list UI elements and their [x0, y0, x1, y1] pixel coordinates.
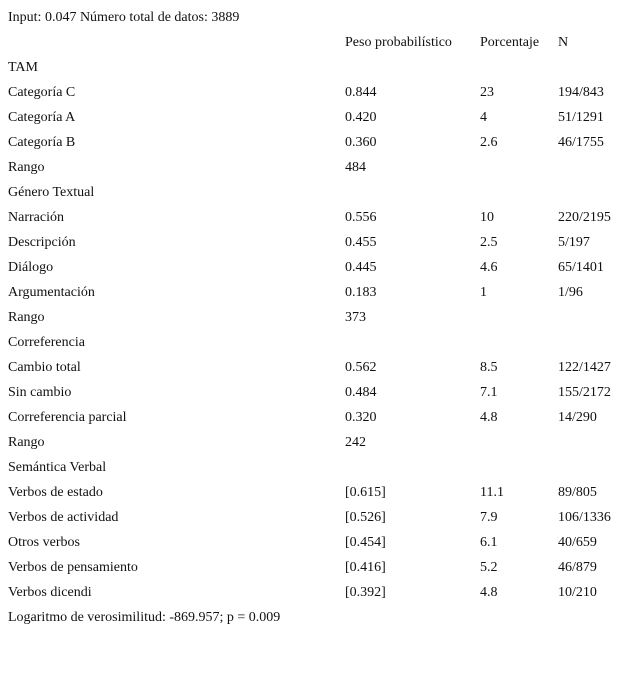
factor-label: Categoría A	[8, 110, 76, 125]
factor-label: Categoría B	[8, 135, 76, 150]
factor-label: Verbos de actividad	[8, 510, 119, 525]
table-row	[0, 380, 636, 405]
percentage: 2.5	[480, 235, 498, 250]
factor-label: Narración	[8, 210, 64, 225]
factor-label: Verbos dicendi	[8, 585, 92, 600]
n-count: 89/805	[558, 485, 597, 500]
group-title: Género Textual	[8, 185, 95, 200]
n-count: 51/1291	[558, 110, 604, 125]
footer-line	[0, 605, 636, 630]
probabilistic-weight: [0.416]	[345, 560, 386, 575]
n-count: 46/1755	[558, 135, 604, 150]
header-percent: Porcentaje	[480, 35, 540, 50]
factor-label: Verbos de estado	[8, 485, 103, 500]
header-weight: Peso probabilístico	[345, 35, 452, 50]
probabilistic-weight: [0.615]	[345, 485, 386, 500]
range-row	[0, 430, 636, 455]
probabilistic-weight: 0.420	[345, 110, 377, 125]
factor-label: Sin cambio	[8, 385, 72, 400]
n-count: 14/290	[558, 410, 597, 425]
percentage: 7.1	[480, 385, 498, 400]
range-value: 484	[345, 160, 366, 175]
summary-line	[0, 5, 636, 30]
probabilistic-weight: [0.526]	[345, 510, 386, 525]
probabilistic-weight: 0.455	[345, 235, 377, 250]
probabilistic-weight: 0.183	[345, 285, 377, 300]
factor-label: Descripción	[8, 235, 76, 250]
percentage: 4.6	[480, 260, 498, 275]
range-row	[0, 305, 636, 330]
group-title-row	[0, 330, 636, 355]
percentage: 2.6	[480, 135, 498, 150]
percentage: 23	[480, 85, 494, 100]
factor-label: Cambio total	[8, 360, 81, 375]
n-count: 194/843	[558, 85, 604, 100]
table-row	[0, 530, 636, 555]
group-title: Correferencia	[8, 335, 85, 350]
probabilistic-weight: 0.360	[345, 135, 377, 150]
percentage: 1	[480, 285, 487, 300]
table-row	[0, 555, 636, 580]
range-row	[0, 155, 636, 180]
table-row	[0, 130, 636, 155]
range-label: Rango	[8, 435, 45, 450]
summary-text: Input: 0.047 Número total de datos: 3889	[8, 10, 240, 25]
table-row	[0, 205, 636, 230]
range-label: Rango	[8, 160, 45, 175]
table-row	[0, 105, 636, 130]
percentage: 11.1	[480, 485, 504, 500]
factor-label: Otros verbos	[8, 535, 80, 550]
table-row	[0, 505, 636, 530]
n-count: 10/210	[558, 585, 597, 600]
factor-label: Argumentación	[8, 285, 95, 300]
group-title-row	[0, 180, 636, 205]
column-headers	[0, 30, 636, 55]
table-row	[0, 255, 636, 280]
percentage: 4.8	[480, 410, 498, 425]
n-count: 65/1401	[558, 260, 604, 275]
n-count: 106/1336	[558, 510, 611, 525]
n-count: 40/659	[558, 535, 597, 550]
probabilistic-weight: 0.445	[345, 260, 377, 275]
n-count: 46/879	[558, 560, 597, 575]
table-row	[0, 230, 636, 255]
percentage: 8.5	[480, 360, 498, 375]
range-value: 373	[345, 310, 366, 325]
table-row	[0, 355, 636, 380]
n-count: 155/2172	[558, 385, 611, 400]
probabilistic-weight: 0.484	[345, 385, 377, 400]
header-n: N	[558, 35, 569, 50]
probabilistic-weight: 0.844	[345, 85, 377, 100]
range-label: Rango	[8, 310, 45, 325]
table-row	[0, 580, 636, 605]
n-count: 122/1427	[558, 360, 611, 375]
probabilistic-weight: 0.556	[345, 210, 377, 225]
factor-label: Diálogo	[8, 260, 54, 275]
n-count: 1/96	[558, 285, 583, 300]
percentage: 6.1	[480, 535, 498, 550]
factor-groups	[0, 55, 636, 605]
percentage: 4	[480, 110, 487, 125]
range-value: 242	[345, 435, 366, 450]
table-row	[0, 280, 636, 305]
group-title-row	[0, 55, 636, 80]
factor-label: Categoría C	[8, 85, 76, 100]
n-count: 5/197	[558, 235, 590, 250]
percentage: 5.2	[480, 560, 498, 575]
percentage: 4.8	[480, 585, 498, 600]
group-title: Semántica Verbal	[8, 460, 107, 475]
table-row	[0, 480, 636, 505]
probabilistic-weight: 0.562	[345, 360, 377, 375]
probabilistic-weight: [0.392]	[345, 585, 386, 600]
factor-label: Correferencia parcial	[8, 410, 127, 425]
table-row	[0, 405, 636, 430]
probabilistic-weight: [0.454]	[345, 535, 386, 550]
log-likelihood-text: Logaritmo de verosimilitud: -869.957; p = 0.009	[8, 610, 281, 625]
percentage: 7.9	[480, 510, 498, 525]
factor-label: Verbos de pensamiento	[8, 560, 138, 575]
percentage: 10	[480, 210, 494, 225]
group-title-row	[0, 455, 636, 480]
table-row	[0, 80, 636, 105]
n-count: 220/2195	[558, 210, 611, 225]
group-title: TAM	[8, 60, 38, 75]
probabilistic-weight: 0.320	[345, 410, 377, 425]
